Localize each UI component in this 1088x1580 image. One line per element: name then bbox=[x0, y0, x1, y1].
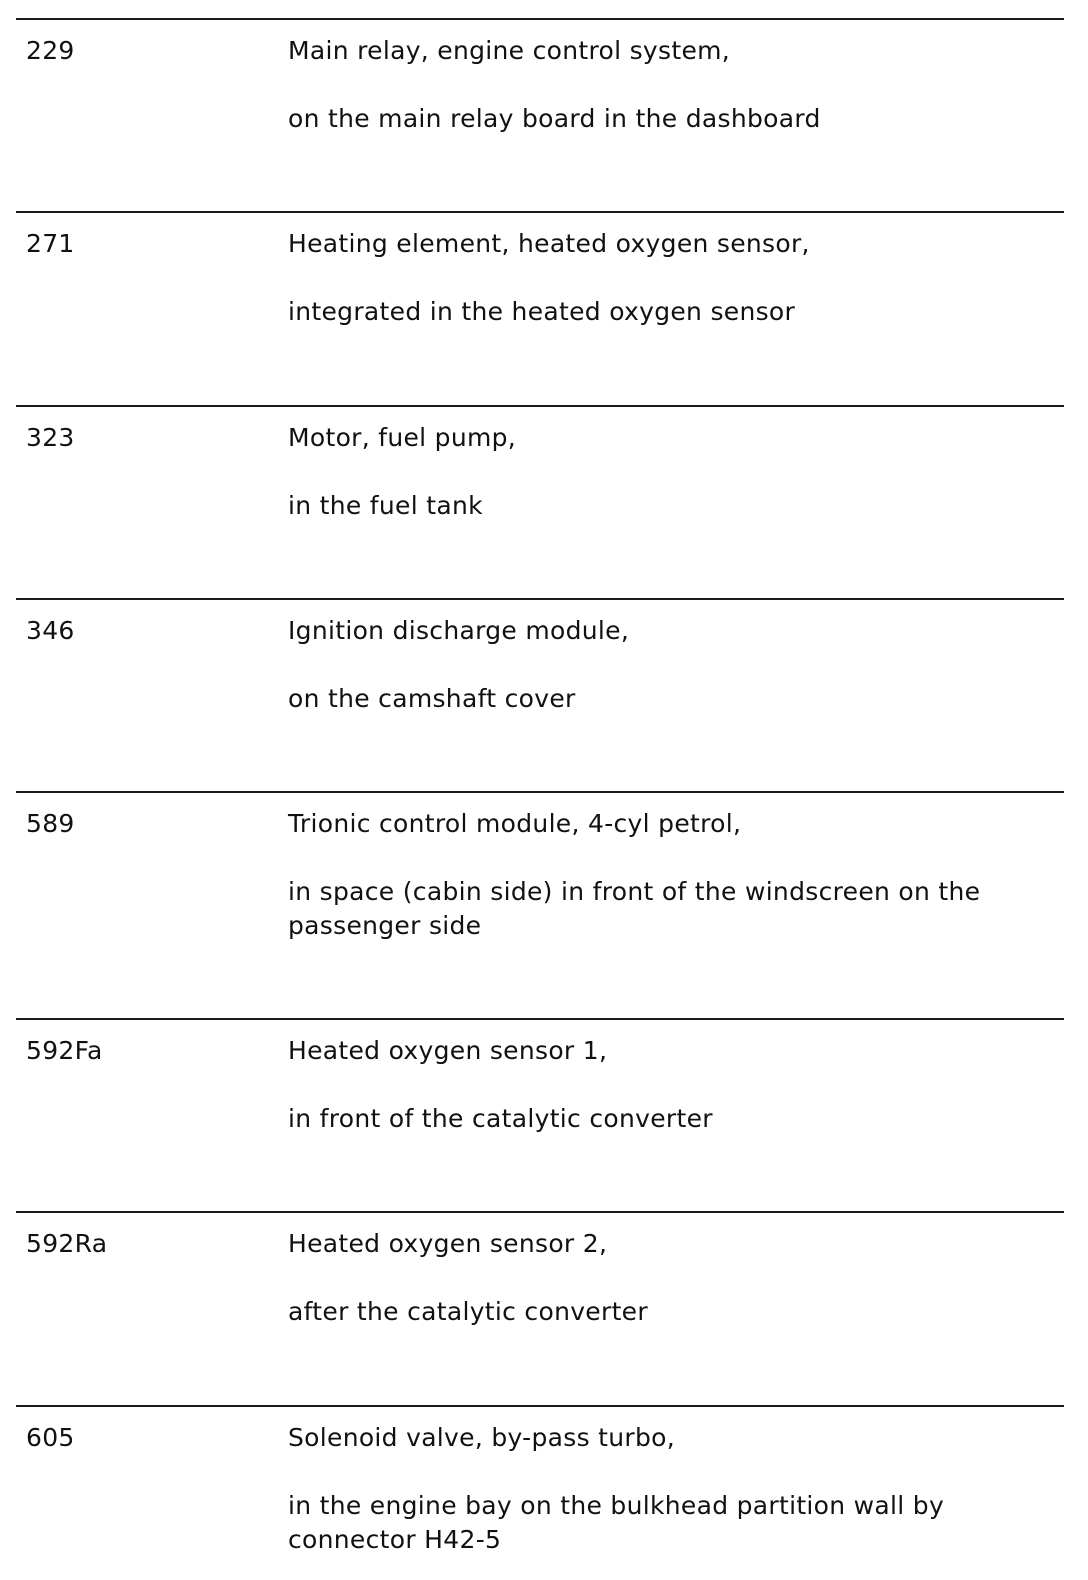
component-location: in the engine bay on the bulkhead partition wall by connector H42-5 bbox=[288, 1491, 945, 1554]
component-code: 229 bbox=[26, 36, 75, 65]
component-title: Main relay, engine control system, bbox=[288, 36, 731, 65]
component-title: Motor, fuel pump, bbox=[288, 423, 517, 452]
component-row-346 bbox=[16, 598, 1064, 778]
component-location: in front of the catalytic converter bbox=[288, 1104, 713, 1133]
component-code: 271 bbox=[26, 229, 75, 258]
component-title: Heating element, heated oxygen sensor, bbox=[288, 229, 810, 258]
component-location: after the catalytic converter bbox=[288, 1297, 648, 1326]
component-location: on the camshaft cover bbox=[288, 684, 576, 713]
component-title: Trionic control module, 4-cyl petrol, bbox=[288, 809, 742, 838]
component-code: 592Fa bbox=[26, 1036, 103, 1065]
component-location: integrated in the heated oxygen sensor bbox=[288, 297, 796, 326]
component-location: in space (cabin side) in front of the windscreen on the passenger side bbox=[288, 877, 981, 940]
component-row-589 bbox=[16, 791, 1064, 1003]
component-row-592fa bbox=[16, 1018, 1064, 1198]
component-title: Heated oxygen sensor 1, bbox=[288, 1036, 608, 1065]
component-location: in the fuel tank bbox=[288, 491, 483, 520]
component-location: on the main relay board in the dashboard bbox=[288, 104, 821, 133]
component-title: Ignition discharge module, bbox=[288, 616, 630, 645]
component-row-592ra bbox=[16, 1211, 1064, 1391]
component-row-229 bbox=[16, 18, 1064, 198]
component-row-605 bbox=[16, 1405, 1064, 1577]
component-code: 592Ra bbox=[26, 1229, 108, 1258]
component-row-271 bbox=[16, 211, 1064, 391]
component-code: 589 bbox=[26, 809, 75, 838]
component-code: 346 bbox=[26, 616, 75, 645]
component-code: 605 bbox=[26, 1423, 75, 1452]
component-title: Heated oxygen sensor 2, bbox=[288, 1229, 608, 1258]
component-code: 323 bbox=[26, 423, 75, 452]
component-title: Solenoid valve, by-pass turbo, bbox=[288, 1423, 675, 1452]
component-row-323 bbox=[16, 405, 1064, 585]
